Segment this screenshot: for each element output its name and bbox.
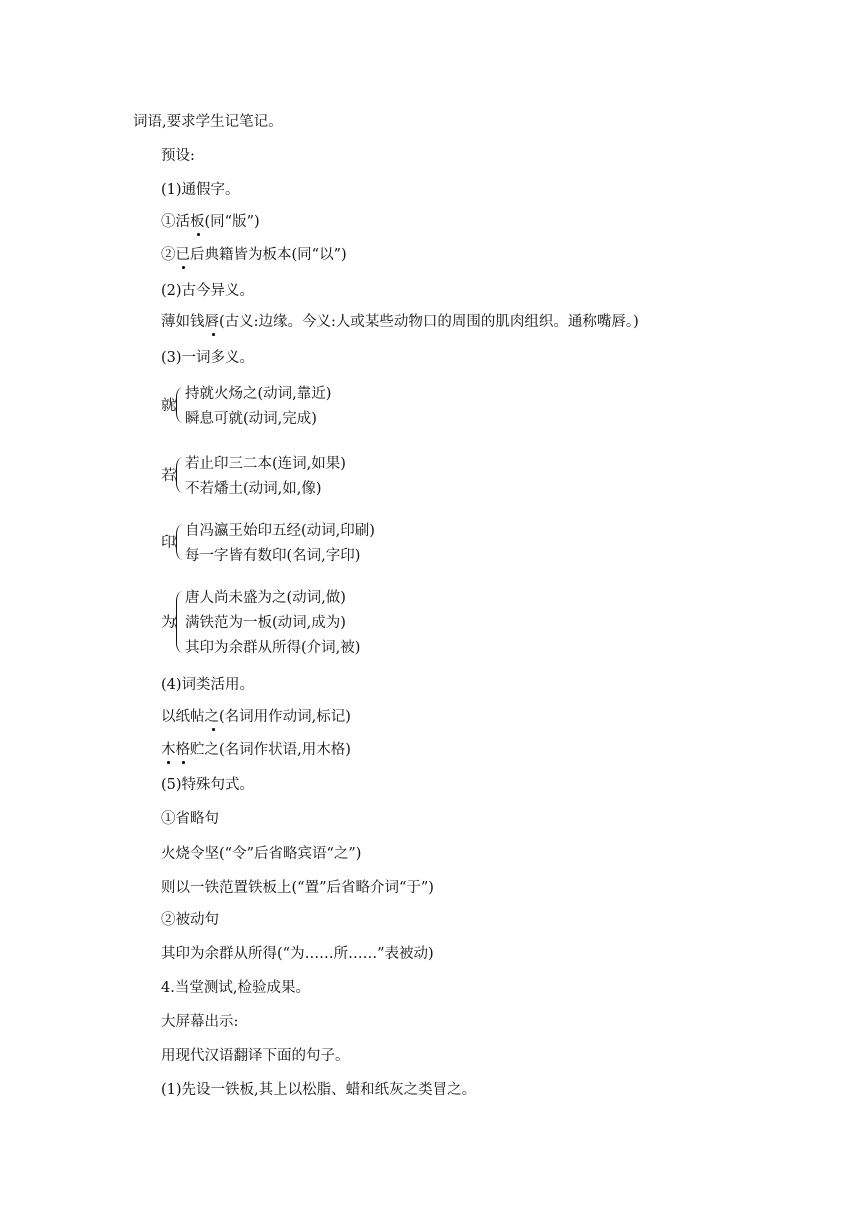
text-line: ②被动句 [161, 912, 219, 928]
emphasis-dot [182, 266, 185, 269]
text-line: 薄如钱唇(古义:边缘。今义:人或某些动物口的周围的肌肉组织。通称嘴唇。) [161, 314, 639, 330]
polysemy-item: 唐人尚未盛为之(动词,做) [185, 590, 346, 606]
emphasis-dot [182, 761, 185, 764]
brace [176, 387, 184, 423]
emphasis-dot [212, 333, 215, 336]
section-heading: 4.当堂测试,检验成果。 [161, 980, 310, 996]
text-line: ①活板(同“版”) [161, 214, 260, 230]
text-line: 词语,要求学生记笔记。 [133, 114, 283, 130]
polysemy-item: 若止印三二本(连词,如果) [185, 456, 346, 472]
brace [176, 591, 184, 653]
polysemy-item: 其印为余群从所得(介词,被) [185, 640, 361, 656]
section-heading: (4)词类活用。 [161, 677, 255, 693]
polysemy-item: 每一字皆有数印(名词,字印) [185, 548, 361, 564]
emphasis-dot [197, 233, 200, 236]
brace [176, 524, 184, 560]
polysemy-item: 不若燔土(动词,如,像) [185, 481, 322, 497]
polysemy-word: 为 [161, 615, 176, 631]
preset-heading: 预设: [161, 148, 195, 164]
question-line: (1)先设一铁板,其上以松脂、蜡和纸灰之类冒之。 [161, 1082, 477, 1098]
section-heading: (5)特殊句式。 [161, 777, 255, 793]
text-line: ①省略句 [161, 811, 219, 827]
text-line: 火烧令坚(“令”后省略宾语“之”) [161, 846, 362, 862]
polysemy-word: 就 [161, 398, 176, 414]
emphasis-dot [212, 728, 215, 731]
text-line: 木格贮之(名词作状语,用木格) [161, 742, 351, 758]
text-line: ②已后典籍皆为板本(同“以”) [161, 247, 347, 263]
text-line: 大屏幕出示: [161, 1014, 239, 1030]
text-line: 以纸帖之(名词用作动词,标记) [161, 709, 351, 725]
polysemy-word: 若 [161, 468, 176, 484]
text-line: 则以一铁范置铁板上(“置”后省略介词“于”) [161, 880, 434, 896]
polysemy-word: 印 [161, 535, 176, 551]
section-heading: (1)通假字。 [161, 182, 240, 198]
polysemy-group [161, 385, 461, 425]
section-heading: (3)一词多义。 [161, 350, 255, 366]
polysemy-item: 满铁范为一板(动词,成为) [185, 615, 346, 631]
polysemy-group [161, 522, 461, 562]
polysemy-item: 瞬息可就(动词,完成) [185, 411, 317, 427]
polysemy-item: 持就火炀之(动词,靠近) [185, 386, 332, 402]
text-line: 用现代汉语翻译下面的句子。 [161, 1048, 350, 1064]
section-heading: (2)古今异义。 [161, 283, 255, 299]
brace [176, 457, 184, 493]
text-line: 其印为余群从所得(“为……所……”表被动) [161, 946, 434, 962]
polysemy-item: 自冯瀛王始印五经(动词,印刷) [185, 523, 375, 539]
polysemy-group [161, 589, 461, 655]
emphasis-dot [167, 761, 170, 764]
polysemy-group [161, 455, 461, 495]
